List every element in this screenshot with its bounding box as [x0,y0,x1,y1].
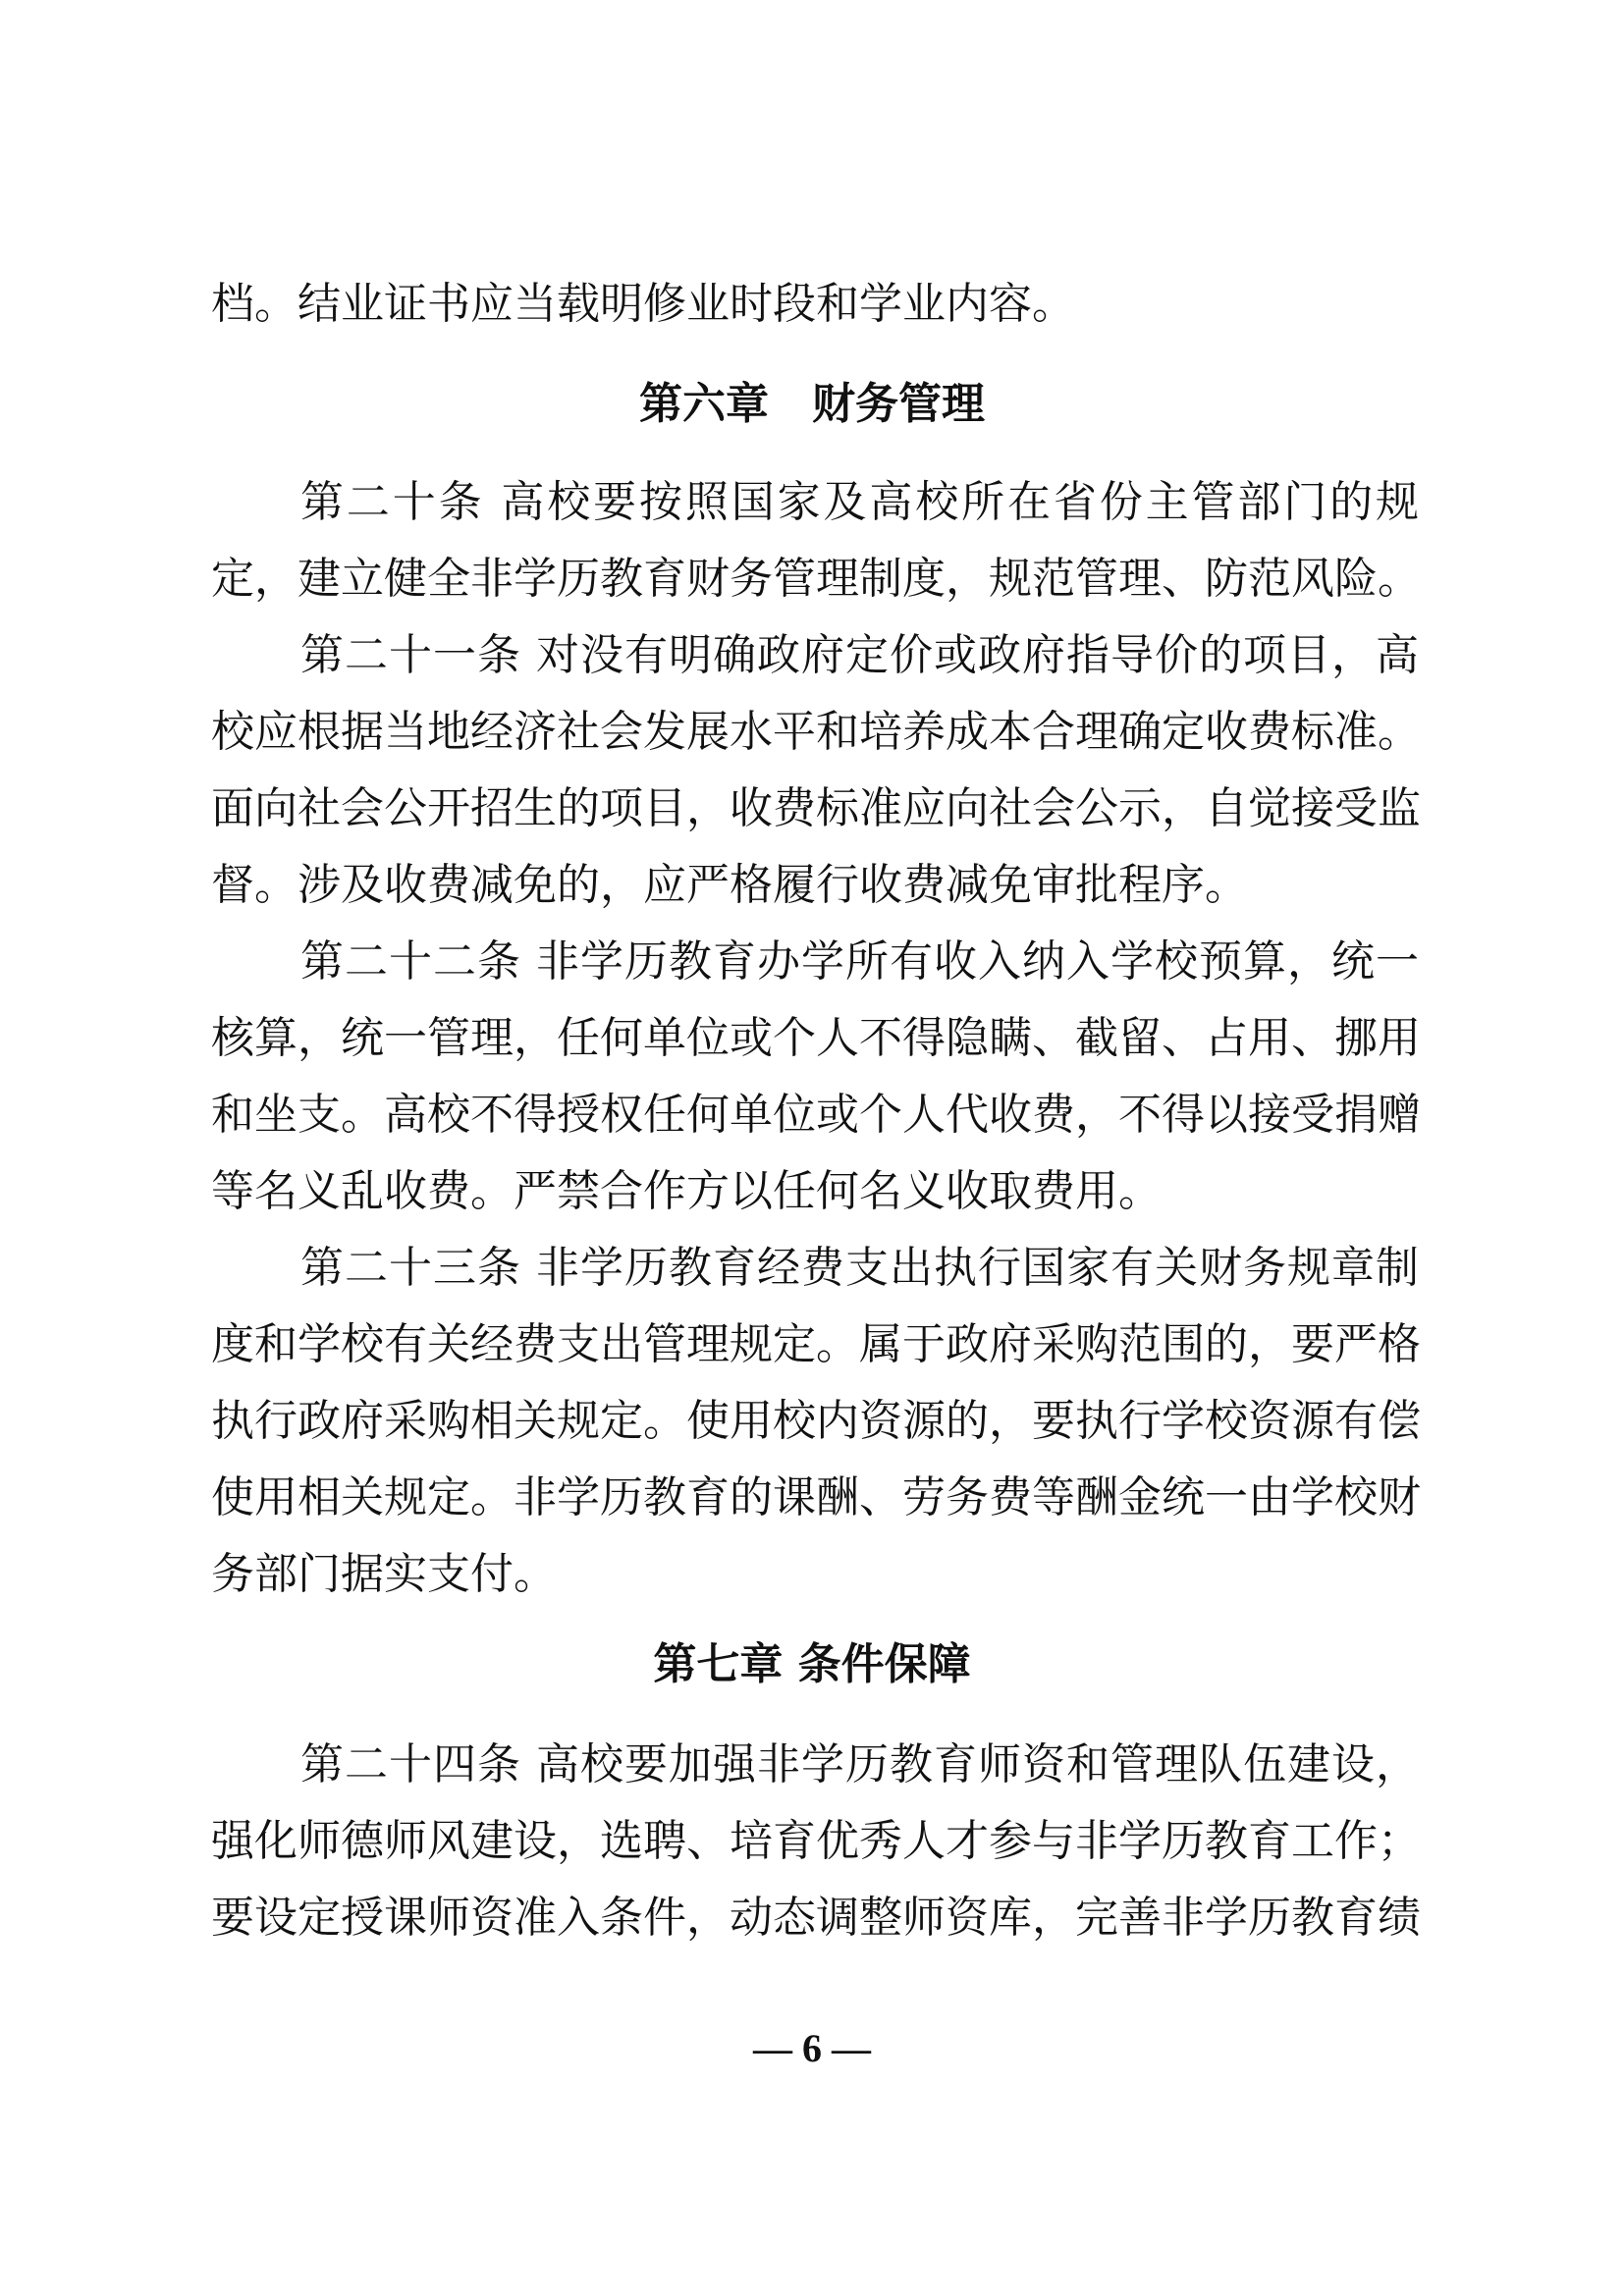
article-21-line-4: 督。涉及收费减免的，应严格履行收费减免审批程序。 [211,860,1248,910]
page-number: — 6 — [753,2026,871,2070]
article-24-line-3: 要设定授课师资准入条件，动态调整师资库，完善非学历教育绩 [211,1893,1421,1943]
article-23-line-1: 第二十三条 非学历教育经费支出执行国家有关财务规章制 [300,1243,1419,1293]
article-22-line-1: 第二十二条 非学历教育办学所有收入纳入学校预算，统一 [300,936,1419,987]
article-23-line-4: 使用相关规定。非学历教育的课酬、劳务费等酬金统一由学校财 [211,1472,1421,1522]
article-22-line-2: 核算，统一管理，任何单位或个人不得隐瞒、截留、占用、挪用 [211,1013,1421,1063]
article-21-line-3: 面向社会公开招生的项目，收费标准应向社会公示，自觉接受监 [211,783,1421,833]
chapter-7-heading: 第七章 条件保障 [653,1639,971,1689]
article-20-line-1: 第二十条 高校要按照国家及高校所在省份主管部门的规 [300,477,1419,527]
chapter-6-heading: 第六章 财务管理 [639,379,985,429]
article-22-line-3: 和坐支。高校不得授权任何单位或个人代收费，不得以接受捐赠 [211,1090,1421,1140]
article-23-line-3: 执行政府采购相关规定。使用校内资源的，要执行学校资源有偿 [211,1396,1421,1446]
article-22-line-4: 等名义乱收费。严禁合作方以任何名义收取费用。 [211,1166,1162,1216]
article-21-line-2: 校应根据当地经济社会发展水平和培养成本合理确定收费标准。 [211,707,1421,757]
article-20-line-2: 定，建立健全非学历教育财务管理制度，规范管理、防范风险。 [211,554,1421,604]
body-text-line: 档。结业证书应当载明修业时段和学业内容。 [211,279,1075,329]
article-21-line-1: 第二十一条 对没有明确政府定价或政府指导价的项目，高 [300,630,1419,680]
article-23-line-2: 度和学校有关经费支出管理规定。属于政府采购范围的，要严格 [211,1319,1421,1369]
article-23-line-5: 务部门据实支付。 [211,1549,557,1599]
article-24-line-1: 第二十四条 高校要加强非学历教育师资和管理队伍建设， [300,1739,1419,1789]
article-24-line-2: 强化师德师风建设，选聘、培育优秀人才参与非学历教育工作； [211,1816,1421,1866]
